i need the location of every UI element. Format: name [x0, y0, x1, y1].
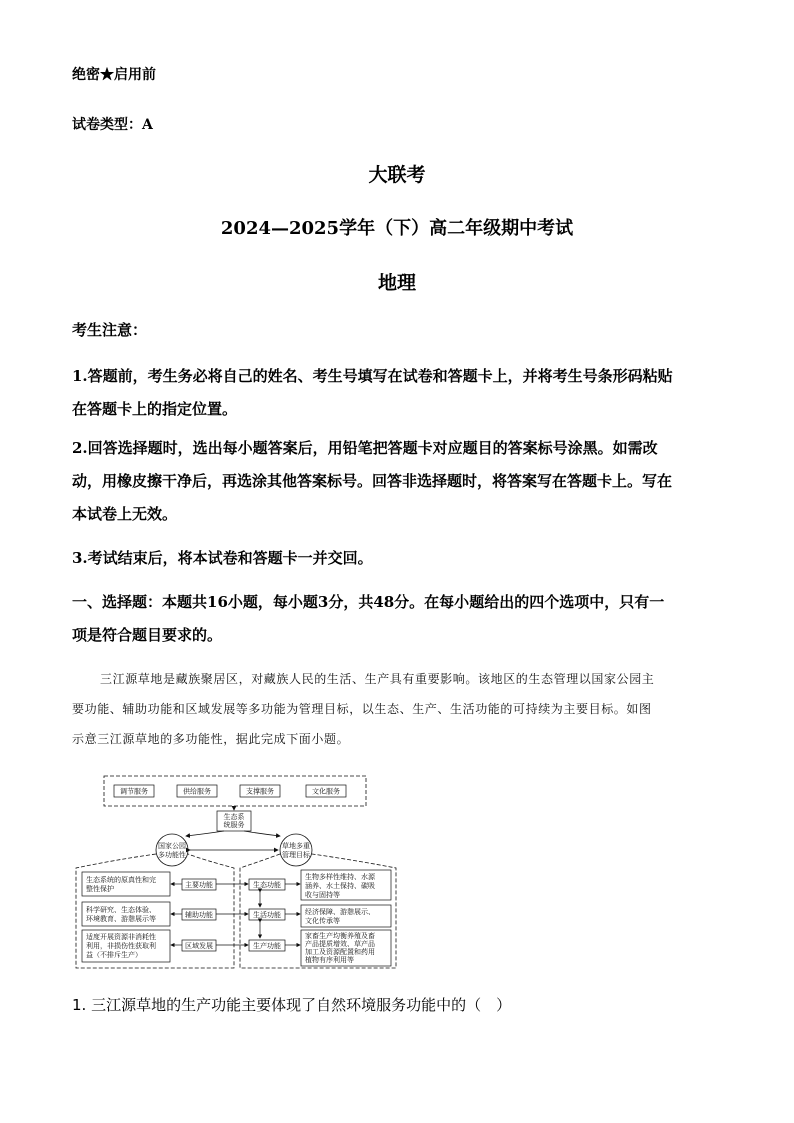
right-box-text: 加工及资源配置和药用	[305, 948, 375, 956]
left-detail-box	[82, 930, 170, 962]
function-label: 生产功能	[253, 942, 281, 950]
right-box-text: 家畜生产均衡养殖及畜	[305, 932, 375, 940]
function-label: 辅助功能	[185, 911, 213, 919]
notice-item2-line3: 本试卷上无效。	[72, 505, 178, 523]
right-circle-line2: 管理目标	[282, 851, 310, 859]
section1-line1: 一、选择题：本题共16小题，每小题3分，共48分。在每小题给出的四个选项中，只有一	[72, 593, 665, 611]
title-org: 大联考	[368, 164, 426, 186]
left-circle-line2: 多功能性	[158, 851, 186, 859]
top-service-box	[114, 785, 154, 797]
notice-item2-line2: 动，用橡皮擦干净后，再选涂其他答案标号。回答非选择题时，将答案写在答题卡上。写在	[72, 472, 673, 490]
notice-item3: 3.考试结束后，将本试卷和答题卡一并交回。	[72, 549, 373, 567]
function-label: 主要功能	[185, 881, 213, 889]
left-box-text: 整性保护	[86, 885, 114, 893]
function-label: 生活功能	[253, 911, 281, 919]
question-1: 1. 三江源草地的生产功能主要体现了自然环境服务功能中的（ ）	[72, 996, 512, 1014]
top-service-box	[177, 785, 217, 797]
top-service-label: 供给服务	[183, 787, 211, 796]
top-service-box	[240, 785, 280, 797]
function-box-life	[249, 909, 285, 920]
right-box-text: 植物有序利用等	[305, 956, 354, 964]
notice-item2-line1: 2.回答选择题时，选出每小题答案后，用铅笔把答题卡对应题目的答案标号涂黑。如需改	[72, 439, 658, 457]
right-detail-box	[301, 905, 391, 927]
right-box-text: 涵养、水土保持、碳吸	[305, 882, 375, 890]
left-box-text: 科学研究、生态体验、	[86, 906, 156, 914]
multifunction-diagram	[74, 774, 398, 970]
left-box-text: 环境教育、游憩展示等	[86, 915, 156, 923]
right-circle-line1: 草地多重	[282, 842, 310, 850]
function-box-region	[182, 940, 216, 951]
top-service-label: 文化服务	[312, 787, 340, 796]
right-detail-box	[301, 870, 391, 900]
intro-line2: 要功能、辅助功能和区域发展等多功能为管理目标，以生态、生产、生活功能的可持续为主要目标。如图	[72, 702, 652, 716]
notice-item1-line1: 1.答题前，考生务必将自己的姓名、考生号填写在试卷和答题卡上，并将考生号条形码粘贴	[72, 367, 673, 385]
notice-item1-line2: 在答题卡上的指定位置。	[72, 400, 238, 418]
right-box-text: 产品提质增效、草产品	[305, 940, 375, 948]
left-box-text: 益（不排斥生产）	[86, 951, 142, 959]
function-box-eco	[249, 879, 285, 890]
function-box-main	[182, 879, 216, 890]
right-box-text: 文化传承等	[305, 917, 340, 925]
function-label: 生态功能	[253, 881, 281, 889]
eco-service-line2: 统服务	[223, 821, 245, 829]
left-circle-line1: 国家公园	[158, 842, 186, 850]
intro-line1: 三江源草地是藏族聚居区，对藏族人民的生活、生产具有重要影响。该地区的生态管理以国家公园主	[100, 672, 655, 686]
function-box-prod	[249, 940, 285, 951]
right-box-text: 经济保障、游憩展示、	[305, 908, 375, 916]
eco-service-box	[217, 811, 251, 831]
left-box-text: 生态系统的原真性和完	[86, 876, 156, 884]
top-service-box	[306, 785, 346, 797]
right-detail-box	[301, 930, 391, 966]
left-box-text: 适度开展资源非消耗性	[86, 933, 156, 941]
left-box-text: 利用，非损伤性获取利	[86, 942, 156, 950]
notice-heading: 考生注意：	[72, 321, 148, 339]
eco-service-line1: 生态系	[223, 813, 245, 821]
title-exam: 2024—2025学年（下）高二年级期中考试	[220, 218, 574, 239]
right-box-text: 生物多样性维持、水源	[305, 873, 375, 881]
left-detail-box	[82, 872, 170, 896]
function-box-aux	[182, 909, 216, 920]
right-box-text: 收与固持等	[305, 891, 340, 899]
paper-type: 试卷类型：A	[72, 117, 153, 133]
grassland-goal-circle	[280, 834, 312, 866]
intro-line3: 示意三江源草地的多功能性，据此完成下面小题。	[72, 732, 350, 746]
function-label: 区域发展	[185, 942, 213, 950]
secret-label: 绝密★启用前	[72, 67, 156, 83]
left-detail-box	[82, 902, 170, 926]
top-service-label: 支撑服务	[246, 787, 274, 796]
section1-line2: 项是符合题目要求的。	[72, 626, 223, 644]
top-service-label: 调节服务	[120, 787, 148, 796]
national-park-circle	[156, 834, 188, 866]
title-subject: 地理	[377, 272, 416, 294]
